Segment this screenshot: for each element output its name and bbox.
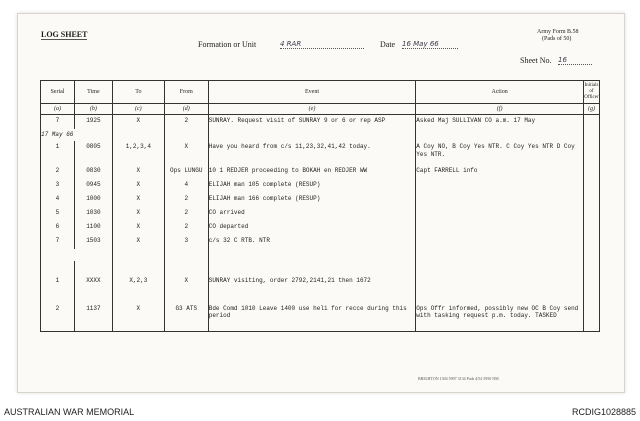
date-row: 17 May 66 (41, 129, 600, 141)
col-to: To (112, 81, 164, 104)
date-value: 16 May 66 (402, 40, 458, 49)
printer-imprint: BRIGHTON 1304 5907 3134 Pads 4/54 5950 NM (418, 376, 499, 381)
record-id: RCDIG1028885 (571, 407, 636, 417)
formation-label: Formation or Unit (198, 40, 257, 49)
pads-label: (Pads of 50) (542, 36, 572, 42)
sheet-title: LOG SHEET (41, 30, 88, 39)
col-serial-code: (a) (41, 104, 75, 115)
col-action: Action (416, 81, 584, 104)
table-row: 4 1000 X 2 ELIJAH man 166 complete (RESUP) (41, 193, 600, 207)
table-row: 6 1100 X 2 CO departed (41, 221, 600, 235)
date-label: Date (380, 40, 396, 49)
col-initials: Initials of Officer (583, 81, 599, 104)
col-initials-code: (g) (583, 104, 599, 115)
date-row (41, 249, 600, 261)
table-row: 3 0945 X 4 ELIJAH man 105 complete (RESUP) (41, 179, 600, 193)
col-event: Event (208, 81, 416, 104)
army-form-label: Army Form B.58 (537, 29, 579, 35)
table-row: 1 XXXX X,2,3 X SUNRAY visiting, order 2792,2141,21 then 1672 (41, 275, 600, 303)
col-from-code: (d) (164, 104, 208, 115)
table-row: 1 0805 1,2,3,4 X Have you heard from c/s 11,23,32,41,42 today. A Coy NO, B Coy Yes NTR. C Coy Yes NTR D Coy Yes NTR. (41, 141, 600, 165)
col-serial: Serial (41, 81, 75, 104)
table-row: 2 1137 X G3 ATS Bde Comd 1010 Leave 1400 use heli for recce during this period Ops Offr informed, possibly new OC B Coy send with tasking request p.m. today. TASKED (41, 303, 600, 331)
table-row (41, 261, 600, 275)
sheet-no-label: Sheet No. (520, 56, 552, 65)
sheet-no-value: 16 (558, 56, 592, 65)
log-sheet-page (17, 13, 625, 393)
col-time-code: (b) (74, 104, 112, 115)
col-action-code: (f) (416, 104, 584, 115)
table-row: 5 1030 X 2 CO arrived (41, 207, 600, 221)
col-time: Time (74, 81, 112, 104)
col-to-code: (c) (112, 104, 164, 115)
table-row: 7 1925 X 2 SUNRAY. Request visit of SUNRAY 9 or 6 or rep ASP Asked Maj SULLIVAN CO a.m. 17 May (41, 115, 600, 130)
table-row: 2 0830 X Ops LUNGU 10 1 REDJER proceeding to BOKAH en REDJER WW Capt FARRELL info (41, 165, 600, 179)
table-row: 7 1503 X 3 c/s 32 C RTB. NTR (41, 235, 600, 249)
col-event-code: (e) (208, 104, 416, 115)
formation-value: 4 RAR (280, 40, 364, 49)
institution-label: AUSTRALIAN WAR MEMORIAL (4, 407, 135, 417)
col-from: From (164, 81, 208, 104)
log-table (40, 80, 600, 332)
